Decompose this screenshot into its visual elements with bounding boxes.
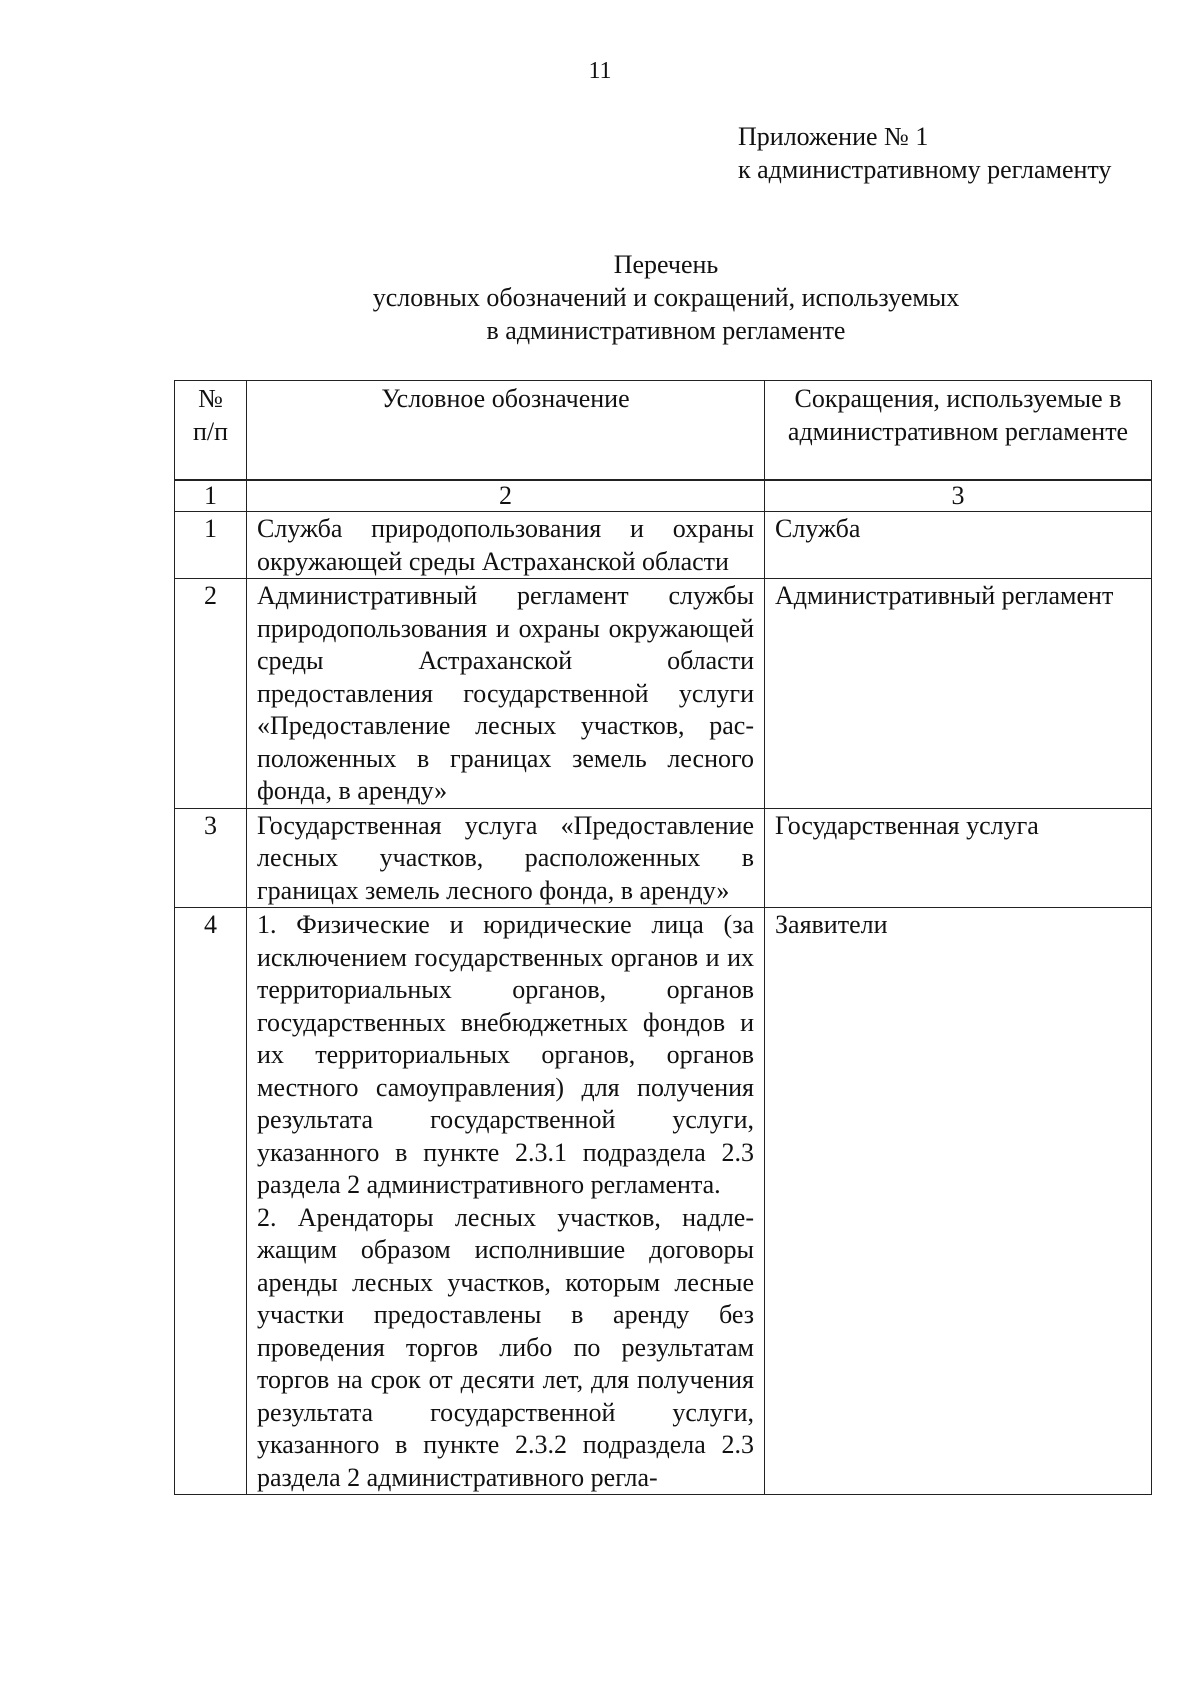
designation-paragraph-2: 2. Арендаторы лесных участков, надлежащим образом исполнившие договоры аренды лесных участков, которым лесные участки предоставлены в аренду без проведения торгов либо по результатам торгов на срок от десяти лет, для получения результата государственной услуги, указанного в пункте 2.3.2 подраздела 2.3 раздела 2 административного регла- [257,1202,754,1492]
row-number: 2 [175,579,247,809]
row-number: 4 [175,908,247,1495]
document-title [0,248,1200,347]
table-row [175,512,1152,579]
designation-paragraph-1: 1. Физические и юридические лица (за исключением государственных органов и их территориальных органов, органов государственных внебюджетных фондов и их территориальных органов, органов местного самоуправления) для получения результата государственной услуги, указанного в пункте 2.3.1 подраздела 2.3 раздела 2 административного регламента. [257,910,754,1199]
row-abbreviation: Заявители [765,908,1152,1495]
header-designation: Условное обозначение [247,381,765,480]
index-cell-2: 2 [247,481,765,512]
page-number: 11 [588,58,612,84]
table-row [175,579,1152,809]
header-number [175,381,247,480]
header-number-line-1: № [198,384,223,413]
row-abbreviation: Административный регламент [765,579,1152,809]
table-row [175,908,1152,1495]
table-index-row [175,481,1152,512]
row-number: 1 [175,512,247,579]
header-number-line-2: п/п [192,416,229,446]
row-designation: Служба природопользования и охраны окружающей среды Астраханской области [247,512,765,579]
title-line-1: Перечень [613,250,719,279]
row-abbreviation: Служба [765,512,1152,579]
abbreviations-table [174,380,1152,1495]
table-header-row [175,381,1152,480]
row-number: 3 [175,808,247,908]
table-row [175,808,1152,908]
title-line-2: условных обозначений и сокращений, используемых [372,283,960,312]
header-abbreviation: Сокращения, используемые в административном регламенте [765,381,1152,480]
appendix-note [738,120,1111,186]
row-abbreviation: Государственная услуга [765,808,1152,908]
row-designation [247,908,765,1495]
title-line-3: в административном регламенте [486,316,846,345]
row-designation: Административный регламент службы природопользования и охраны окружающей среды Астраханской области предоставления государственной услуги «Предоставление лесных участков, расположенных в границах земель лесного фонда, в аренду» [247,579,765,809]
index-cell-3: 3 [765,481,1152,512]
row-designation: Государственная услуга «Предоставление лесных участков, расположенных в границах земель лесного фонда, в аренду» [247,808,765,908]
index-cell-1: 1 [175,481,247,512]
appendix-line-1: Приложение № 1 [738,122,929,151]
appendix-line-2: к административному регламенту [738,155,1112,184]
